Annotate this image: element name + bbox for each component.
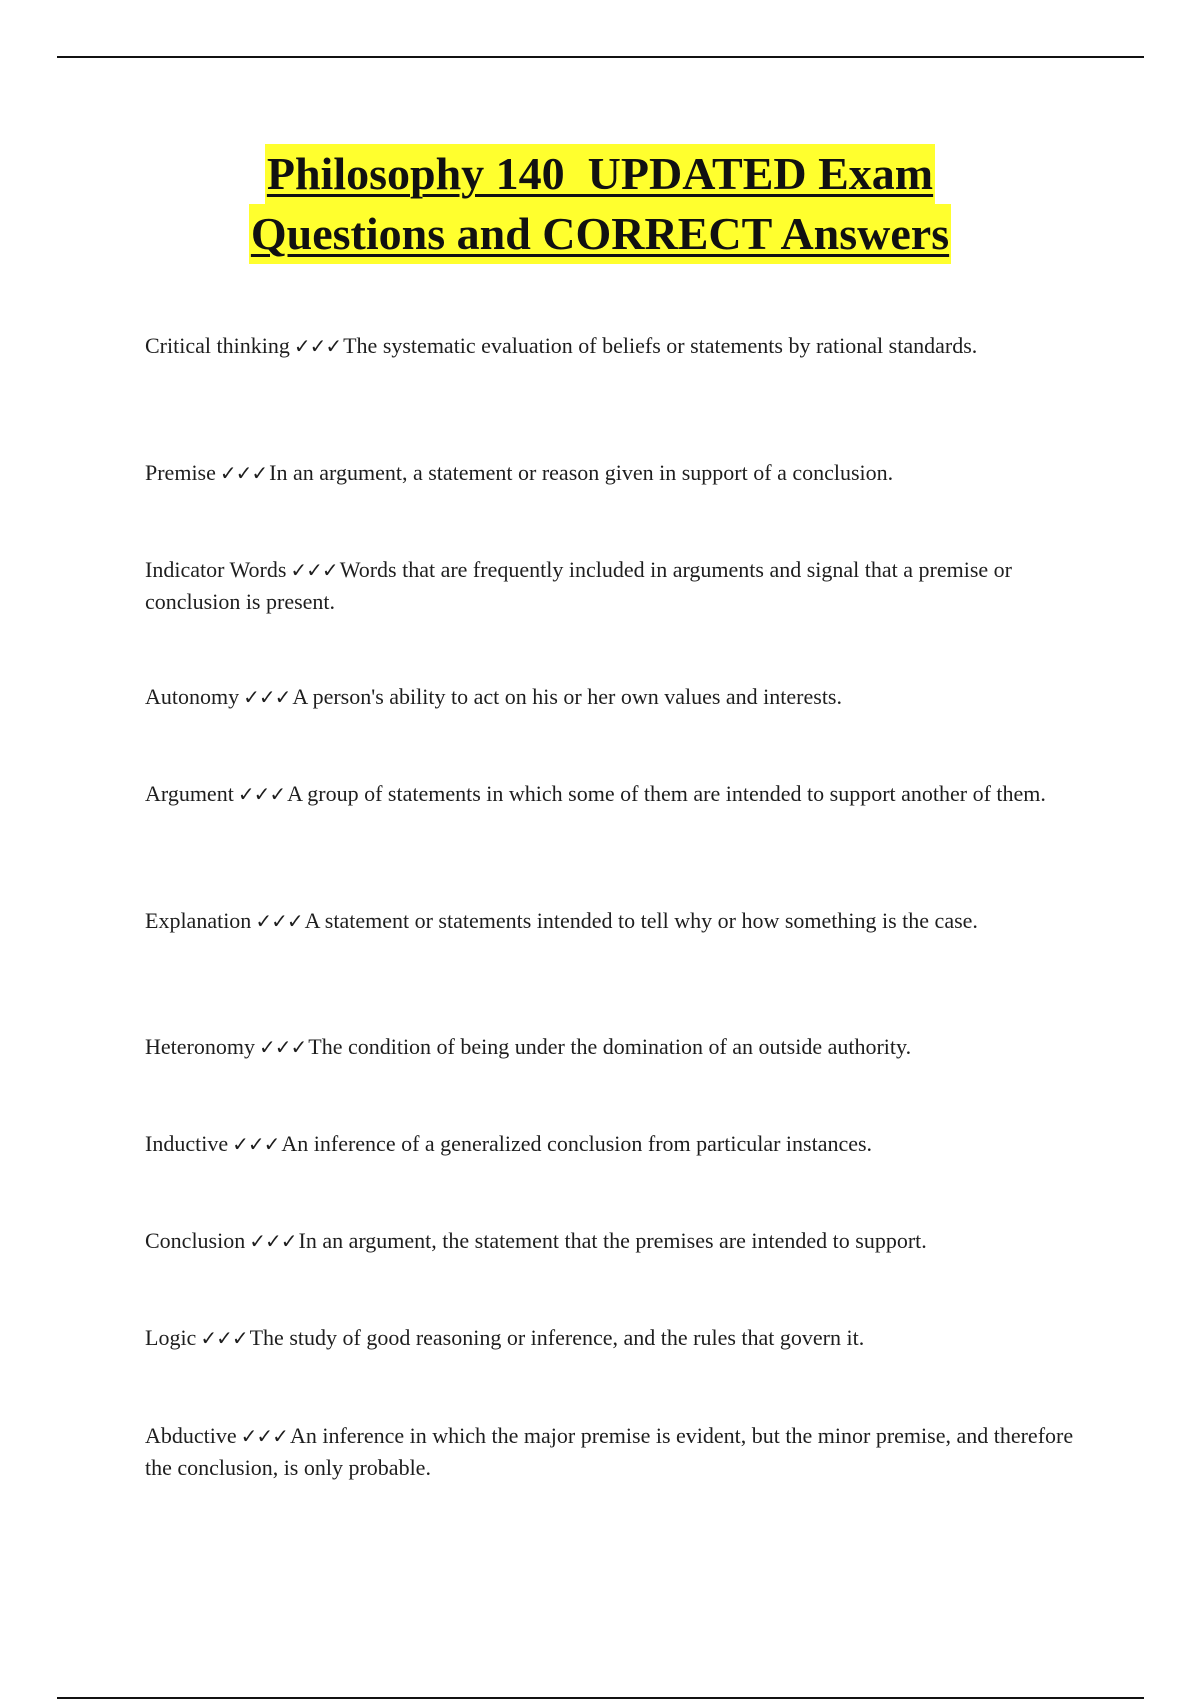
definition-entry <box>145 1420 1075 1483</box>
entry-definition: An inference in which the major premise is evident, but the minor premise, and therefore the conclusion, is only probable. <box>145 1423 1074 1480</box>
entry-definition: The systematic evaluation of beliefs or statements by rational standards. <box>343 333 978 358</box>
checkmarks-icon: ✓✓✓ <box>200 1326 248 1350</box>
checkmarks-icon: ✓✓✓ <box>290 558 338 582</box>
entry-term: Logic <box>145 1325 197 1350</box>
entry-definition: In an argument, the statement that the premises are intended to support. <box>298 1228 927 1253</box>
definition-entry <box>145 1031 1075 1063</box>
checkmarks-icon: ✓✓✓ <box>219 461 268 485</box>
definition-entry <box>145 681 1075 713</box>
entry-term: Premise <box>145 460 216 485</box>
definition-entry <box>145 1322 1075 1354</box>
entry-term: Critical thinking <box>145 333 290 358</box>
entry-term: Explanation <box>145 908 252 933</box>
entry-term: Autonomy <box>145 684 240 709</box>
definition-entry <box>145 457 1075 489</box>
checkmarks-icon: ✓✓✓ <box>255 909 303 933</box>
definition-entry <box>145 778 1075 810</box>
entry-definition: A group of statements in which some of them are intended to support another of them. <box>287 781 1046 806</box>
definition-entry <box>145 1225 1075 1257</box>
definition-entry <box>145 330 1075 362</box>
bottom-rule <box>57 1697 1144 1699</box>
entry-definition: The condition of being under the domination of an outside authority. <box>308 1034 912 1059</box>
title-line-2: Questions and CORRECT Answers <box>249 204 951 264</box>
entry-term: Argument <box>145 781 234 806</box>
document-title <box>0 144 1200 264</box>
entry-definition: In an argument, a statement or reason given in support of a conclusion. <box>269 460 894 485</box>
entry-term: Inductive <box>145 1131 229 1156</box>
checkmarks-icon: ✓✓✓ <box>249 1229 297 1253</box>
entry-definition: An inference of a generalized conclusion from particular instances. <box>281 1131 873 1156</box>
entry-definition: Words that are frequently included in arguments and signal that a premise or conclusion is present. <box>145 557 1012 614</box>
entry-term: Heteronomy <box>145 1034 255 1059</box>
checkmarks-icon: ✓✓✓ <box>237 782 286 806</box>
checkmarks-icon: ✓✓✓ <box>293 334 342 358</box>
top-rule <box>57 56 1144 58</box>
title-line-1: Philosophy 140 UPDATED Exam <box>265 144 935 204</box>
checkmarks-icon: ✓✓✓ <box>240 1424 288 1448</box>
entry-definition: A person's ability to act on his or her own values and interests. <box>292 684 842 709</box>
definition-entry <box>145 905 1075 937</box>
definition-entry <box>145 1128 1075 1160</box>
entry-term: Indicator Words <box>145 557 287 582</box>
checkmarks-icon: ✓✓✓ <box>232 1132 280 1156</box>
checkmarks-icon: ✓✓✓ <box>243 685 291 709</box>
checkmarks-icon: ✓✓✓ <box>258 1035 307 1059</box>
entry-definition: The study of good reasoning or inference, and the rules that govern it. <box>249 1325 865 1350</box>
entry-term: Conclusion <box>145 1228 246 1253</box>
entry-term: Abductive <box>145 1423 237 1448</box>
entry-definition: A statement or statements intended to tell why or how something is the case. <box>304 908 978 933</box>
definition-entry <box>145 554 1075 617</box>
